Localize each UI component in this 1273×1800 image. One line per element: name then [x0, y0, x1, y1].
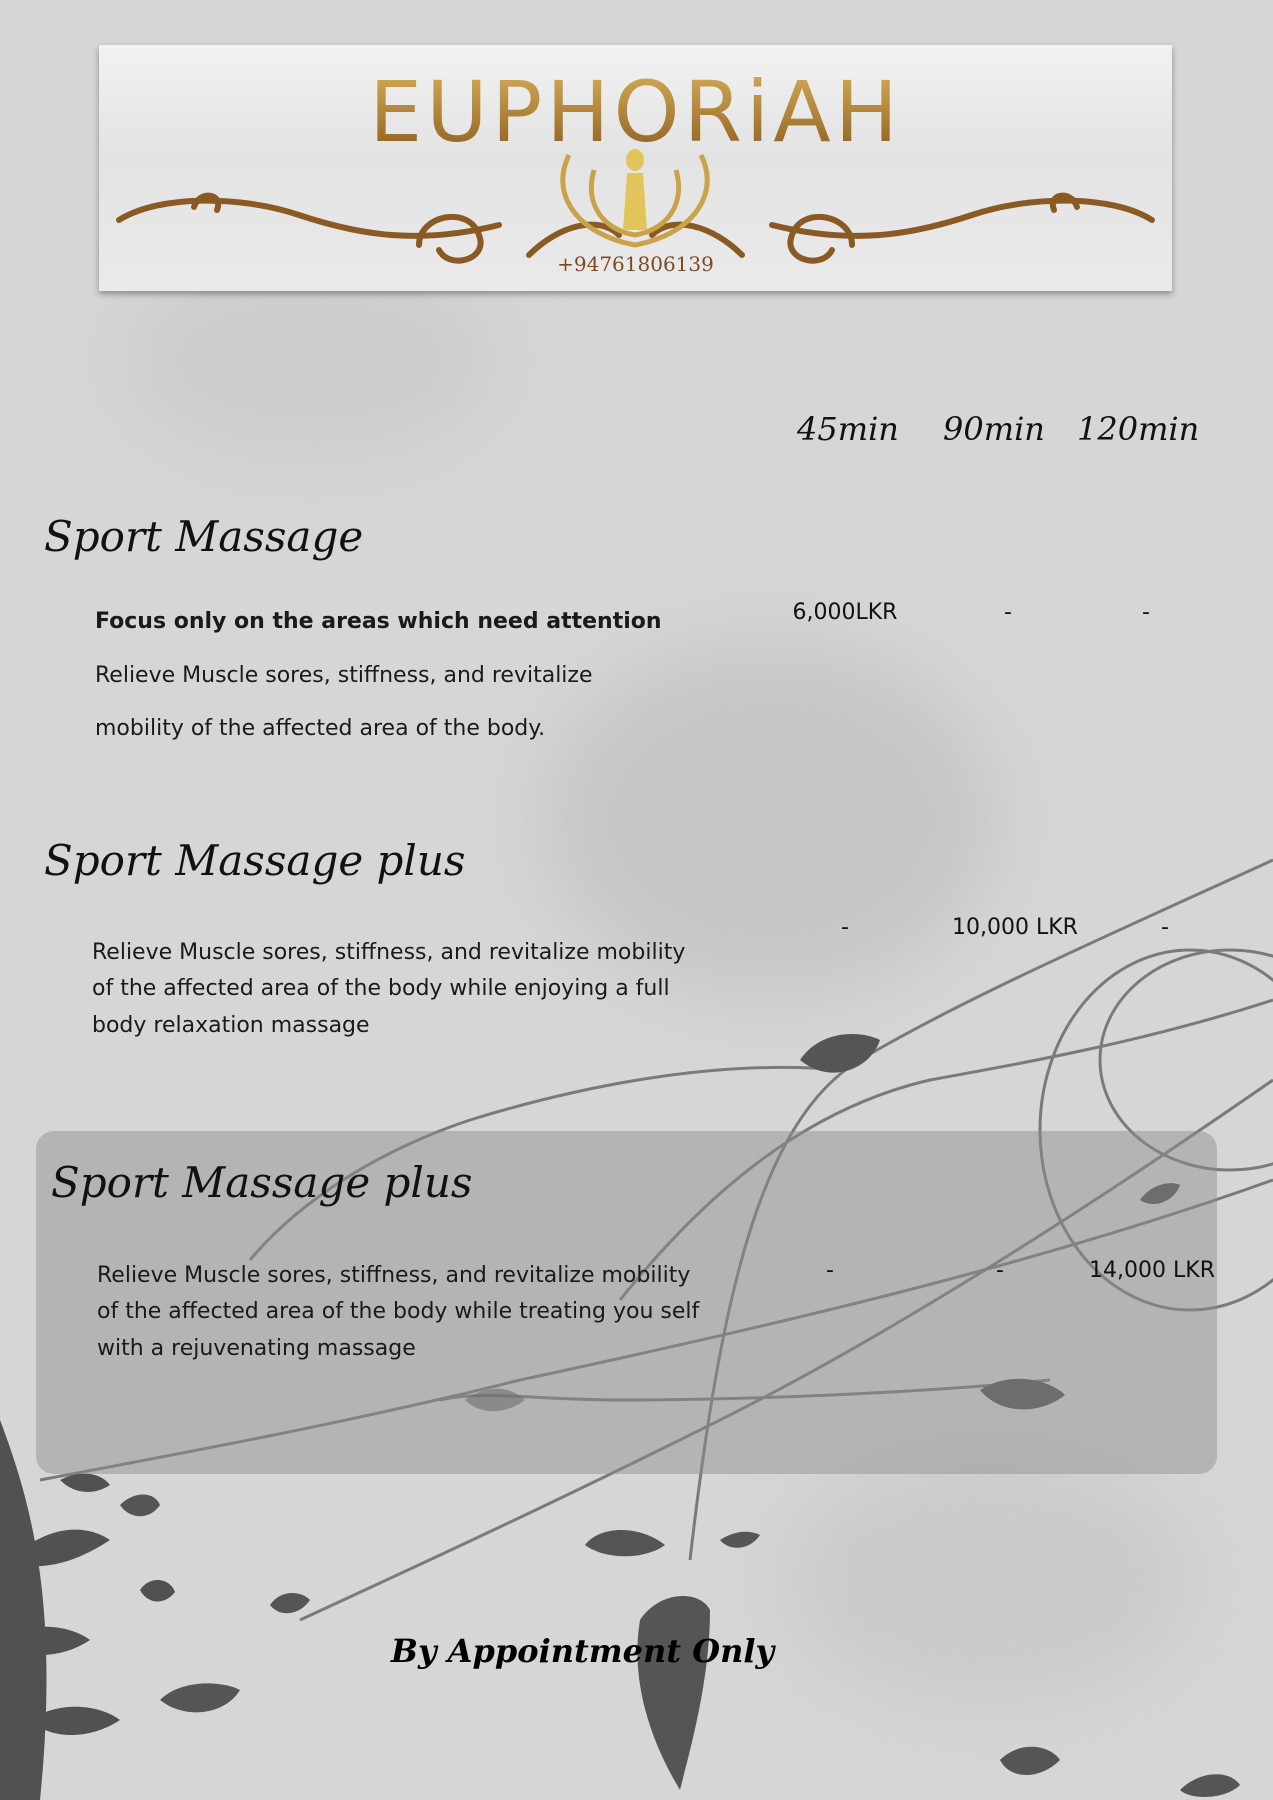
- column-120min: 120min: [1077, 410, 1200, 448]
- service-title-sport-massage-plus: Sport Massage plus: [51, 1158, 473, 1207]
- service-description-line: Relieve Muscle sores, stiffness, and revitalize mobility: [92, 940, 686, 965]
- service-description-line: of the affected area of the body while treating you self: [97, 1299, 700, 1324]
- column-45min: 45min: [797, 410, 899, 448]
- column-90min: 90min: [943, 410, 1045, 448]
- price-90min: -: [996, 1258, 1004, 1283]
- service-description-line: with a rejuvenating massage: [97, 1336, 416, 1361]
- service-description-line: mobility of the affected area of the body.: [95, 716, 546, 741]
- phone-number: +94761806139: [557, 252, 714, 276]
- price-45min: 6,000LKR: [792, 600, 898, 625]
- price-90min: -: [1004, 600, 1012, 625]
- service-title-sport-massage: Sport Massage: [44, 512, 364, 561]
- service-lead: Focus only on the areas which need attention: [95, 609, 662, 634]
- price-120min: 14,000 LKR: [1089, 1258, 1215, 1283]
- service-title-sport-massage-plus: Sport Massage plus: [44, 836, 466, 885]
- price-45min: -: [841, 915, 849, 940]
- service-description-line: body relaxation massage: [92, 1013, 370, 1038]
- service-description-line: Relieve Muscle sores, stiffness, and revitalize mobility: [97, 1263, 691, 1288]
- price-45min: -: [826, 1258, 834, 1283]
- service-description-line: Relieve Muscle sores, stiffness, and revitalize: [95, 663, 593, 688]
- price-120min: -: [1142, 600, 1150, 625]
- price-90min: 10,000 LKR: [952, 915, 1078, 940]
- appointment-note: By Appointment Only: [390, 1632, 775, 1670]
- brand-logo-text: EUPHORiAH: [99, 63, 1172, 161]
- service-description-line: of the affected area of the body while enjoying a full: [92, 976, 670, 1001]
- price-120min: -: [1161, 915, 1169, 940]
- brand-banner: [99, 45, 1172, 291]
